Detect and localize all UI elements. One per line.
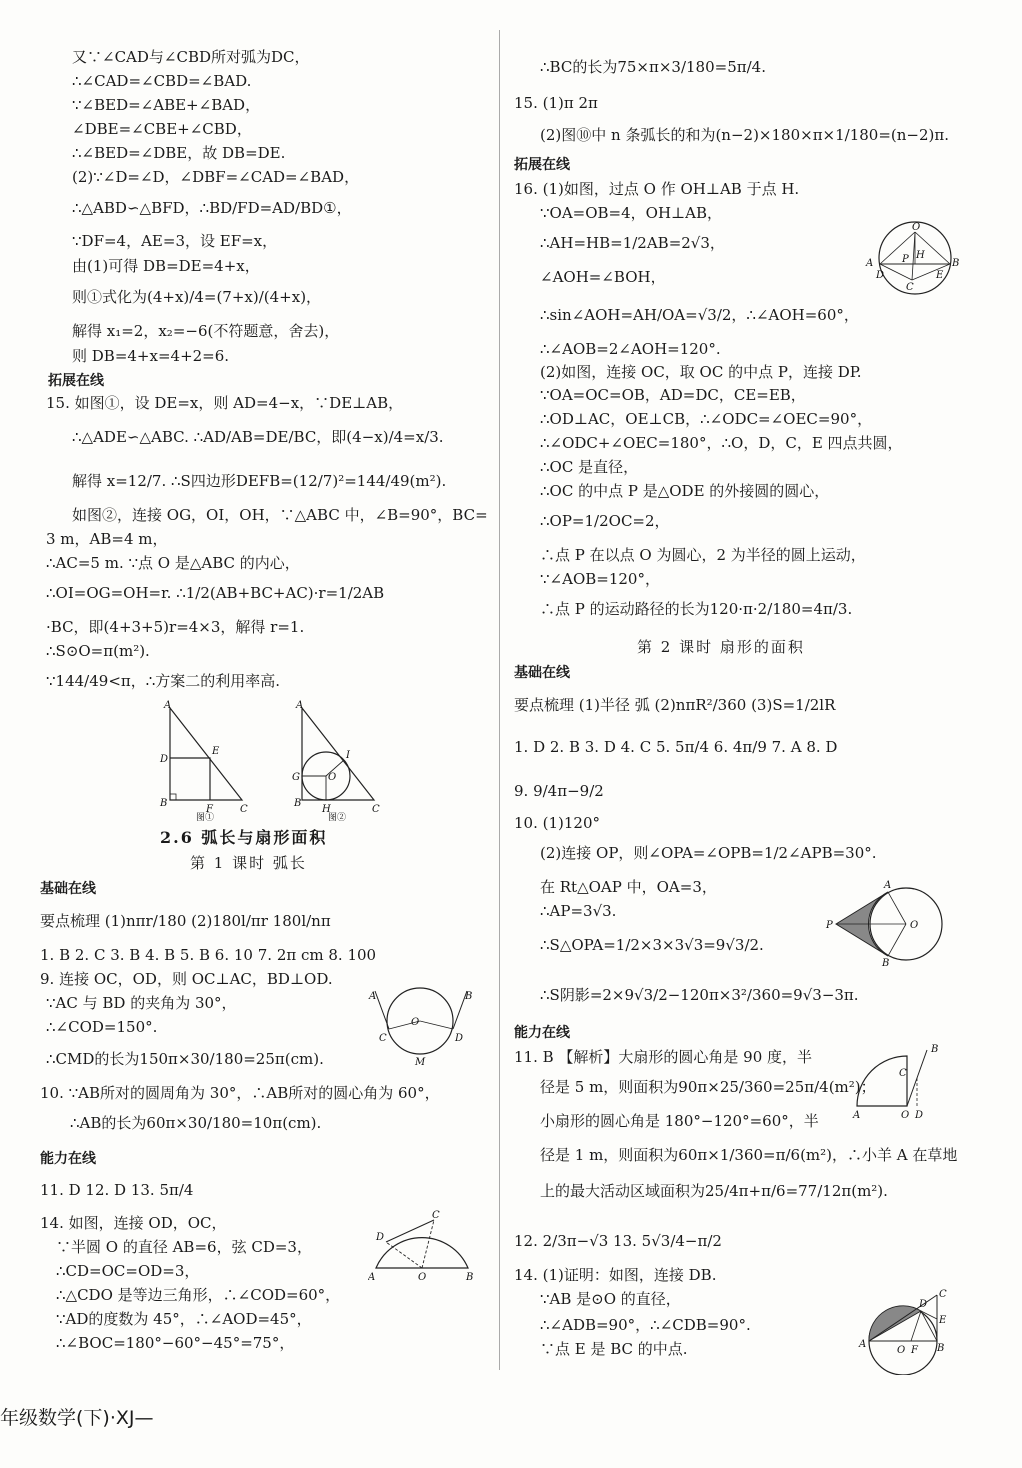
- right-line: (2)如图，连接 OC，取 OC 的中点 P，连接 DP.: [540, 363, 862, 381]
- right-line: ∵OA=OC=OB，AD=DC，CE=EB，: [540, 386, 806, 404]
- fig2-caption: 图②: [328, 813, 347, 822]
- left-line: ∵DF=4，AE=3，设 EF=x，: [72, 232, 278, 250]
- right-line: 9. 9/4π−9/2: [514, 782, 604, 800]
- right-line: ∴OC 的中点 P 是△ODE 的外接圆的圆心，: [540, 482, 830, 500]
- right-line: ∴S△OPA=1/2×3×3√3=9√3/2.: [540, 936, 764, 954]
- left-line: ∵半圆 O 的直径 AB=6，弦 CD=3，: [56, 1238, 312, 1256]
- left-line: ∵AD的度数为 45°，∴∠AOD=45°，: [56, 1310, 312, 1328]
- svg-text:D: D: [919, 1299, 928, 1310]
- right-line: 16. (1)如图，过点 O 作 OH⊥AB 于点 H.: [514, 180, 800, 198]
- svg-text:B: B: [931, 1044, 939, 1055]
- svg-text:D: D: [455, 1033, 464, 1044]
- svg-text:B: B: [882, 958, 890, 968]
- right-line: ∴OC 是直径，: [540, 458, 639, 476]
- svg-text:O: O: [328, 772, 337, 783]
- figure-q14: [368, 1210, 478, 1282]
- left-line: (2)∵∠D=∠D，∠DBF=∠CAD=∠BAD，: [72, 168, 360, 186]
- left-line: 解得 x₁=2，x₂=−6(不符题意，舍去)，: [72, 322, 340, 340]
- left-line: 又∵∠CAD与∠CBD所对弧为DC，: [72, 48, 310, 66]
- left-line: ∴∠COD=150°.: [46, 1018, 158, 1036]
- right-line: ∵点 E 是 BC 的中点.: [540, 1340, 688, 1358]
- svg-text:A: A: [368, 1272, 376, 1282]
- left-line: 解得 x=12/7. ∴S四边形DEFB=(12/7)²=144/49(m²).: [72, 472, 447, 490]
- right-line: 基础在线: [514, 665, 570, 681]
- svg-text:A: A: [853, 1110, 861, 1121]
- left-line: ∴AB的长为60π×30/180=10π(cm).: [70, 1114, 322, 1132]
- left-line: 10. ∵AB所对的圆周角为 30°，∴AB所对的圆心角为 60°，: [40, 1084, 440, 1102]
- right-line: 径是 1 m，则面积为60π×1/360=π/6(m²)，∴小羊 A 在草地: [540, 1146, 958, 1164]
- left-line: ∴CMD的长为150π×30/180=25π(cm).: [46, 1050, 324, 1068]
- left-line: 如图②，连接 OG，OI，OH，∵△ABC 中，∠B=90°，BC=: [72, 506, 488, 524]
- svg-text:B: B: [937, 1343, 945, 1354]
- right-line: (2)图⑩中 n 条弧长的和为(n−2)×180×π×1/180=(n−2)π.: [540, 126, 950, 144]
- fig1-label: C: [240, 804, 248, 815]
- svg-text:O: O: [897, 1345, 906, 1356]
- svg-text:B: B: [952, 258, 960, 269]
- right-line: (2)连接 OP，则∠OPA=∠OPB=1/2∠APB=30°.: [540, 844, 877, 862]
- right-line: ∴sin∠AOH=AH/OA=√3/2，∴∠AOH=60°，: [540, 306, 859, 324]
- right-line: ∴点 P 的运动路径的长为120·π·2/180=4π/3.: [540, 600, 853, 618]
- right-line: ∠AOH=∠BOH，: [540, 268, 666, 286]
- right-line: ∴点 P 在以点 O 为圆心，2 为半径的圆上运动，: [540, 546, 866, 564]
- left-line: ∴AC=5 m. ∵点 O 是△ABC 的内心，: [46, 554, 300, 572]
- right-line: ∵AB 是⊙O 的直径，: [540, 1290, 681, 1308]
- right-line: ∵∠AOB=120°，: [540, 570, 660, 588]
- left-line: 拓展在线: [48, 373, 104, 389]
- right-line: 在 Rt△OAP 中，OA=3，: [540, 878, 717, 896]
- right-line: ∴BC的长为75×π×3/180=5π/4.: [540, 58, 766, 76]
- figure-q11: [845, 1042, 955, 1122]
- svg-text:D: D: [876, 270, 885, 281]
- figure-q16: [860, 218, 970, 298]
- right-line: 10. (1)120°: [514, 814, 601, 832]
- svg-text:F: F: [911, 1345, 918, 1356]
- right-line: 12. 2/3π−√3 13. 5√3/4−π/2: [514, 1232, 722, 1250]
- svg-text:H: H: [322, 804, 331, 815]
- left-line: ∴△ADE∽△ABC. ∴AD/AB=DE/BC，即(4−x)/4=x/3.: [72, 428, 444, 446]
- figure-q14b: [855, 1285, 965, 1375]
- right-line: 14. (1)证明：如图，连接 DB.: [514, 1266, 717, 1284]
- right-line: ∵OA=OB=4，OH⊥AB，: [540, 204, 723, 222]
- svg-text:C: C: [372, 804, 380, 815]
- left-line: 要点梳理 (1)nπr/180 (2)180l/πr 180l/nπ: [40, 912, 331, 930]
- svg-text:O: O: [418, 1272, 427, 1282]
- right-line: 上的最大活动区域面积为25/4π+π/6=77/12π(m²).: [540, 1182, 888, 1200]
- left-line: ∵AC 与 BD 的夹角为 30°，: [46, 994, 237, 1012]
- left-line: 则①式化为(4+x)/4=(7+x)/(4+x)，: [72, 288, 322, 306]
- fig1-label: F: [206, 804, 213, 815]
- right-line: ∴OP=1/2OC=2，: [540, 512, 670, 530]
- right-line: 能力在线: [514, 1025, 570, 1041]
- svg-text:A: A: [859, 1339, 867, 1350]
- left-line: 11. D 12. D 13. 5π/4: [40, 1181, 194, 1199]
- left-line: ∵∠BED=∠ABE+∠BAD，: [72, 96, 261, 114]
- column-divider: [499, 30, 500, 1370]
- svg-text:O: O: [901, 1110, 910, 1121]
- svg-text:O: O: [912, 222, 921, 233]
- svg-text:B: B: [294, 798, 302, 809]
- left-line: 3 m，AB=4 m，: [46, 530, 168, 548]
- right-line: ∴∠ODC+∠OEC=180°，∴O，D，C，E 四点共圆，: [540, 434, 903, 452]
- svg-text:B: B: [466, 1272, 474, 1282]
- right-line: 1. D 2. B 3. D 4. C 5. 5π/4 6. 4π/9 7. A 8. D: [514, 738, 838, 756]
- left-line: ∴∠BOC=180°−60°−45°=75°，: [56, 1334, 295, 1352]
- left-line: ∴△ABD∽△BFD，∴BD/FD=AD/BD①，: [72, 199, 352, 217]
- svg-text:O: O: [910, 920, 919, 931]
- svg-text:A: A: [866, 258, 874, 269]
- left-line: 由(1)可得 DB=DE=4+x，: [72, 257, 260, 275]
- right-line: 径是 5 m，则面积为90π×25/360=25π/4(m²)；: [540, 1078, 876, 1096]
- left-line: 则 DB=4+x=4+2=6.: [72, 347, 230, 365]
- right-line: ∴OD⊥AC，OE⊥CB，∴∠ODC=∠OEC=90°，: [540, 410, 873, 428]
- right-line: 15. (1)π 2π: [514, 94, 598, 112]
- left-line: ∴S⊙O=π(m²).: [46, 642, 150, 660]
- fig1-label: E: [212, 746, 220, 757]
- right-line: ∴∠AOB=2∠AOH=120°.: [540, 340, 721, 358]
- left-line: ∠DBE=∠CBE+∠CBD，: [72, 120, 252, 138]
- svg-text:D: D: [915, 1110, 924, 1121]
- left-line: ∴△CDO 是等边三角形，∴∠COD=60°，: [56, 1286, 341, 1304]
- svg-text:C: C: [939, 1289, 947, 1300]
- svg-text:C: C: [379, 1033, 387, 1044]
- left-line: 14. 如图，连接 OD，OC，: [40, 1214, 227, 1232]
- right-line: 拓展在线: [514, 157, 570, 173]
- right-line: ∴AH=HB=1/2AB=2√3，: [540, 234, 725, 252]
- figure-q9: [365, 985, 475, 1065]
- svg-text:D: D: [376, 1232, 385, 1243]
- svg-text:I: I: [346, 750, 350, 761]
- left-line: ·BC，即(4+3+5)r=4×3，解得 r=1.: [46, 618, 305, 636]
- footer-text: 年级数学(下)·XJ—: [0, 1407, 154, 1429]
- left-line: ∵144/49<π，∴方案二的利用率高.: [46, 672, 281, 690]
- figure-1: [154, 700, 254, 822]
- right-line: ∴AP=3√3.: [540, 902, 617, 920]
- svg-text:A: A: [884, 880, 892, 891]
- fig1-label: D: [160, 754, 169, 765]
- svg-text:H: H: [916, 250, 925, 261]
- left-line: ∴OI=OG=OH=r. ∴1/2(AB+BC+AC)·r=1/2AB: [46, 584, 385, 602]
- svg-text:C: C: [906, 282, 914, 293]
- left-line: 1. B 2. C 3. B 4. B 5. B 6. 10 7. 2π cm 8. 100: [40, 946, 377, 964]
- left-line: 15. 如图①，设 DE=x，则 AD=4−x，∵DE⊥AB，: [46, 394, 404, 412]
- right-line: ∴S阴影=2×9√3/2−120π×3²/360=9√3−3π.: [540, 986, 859, 1004]
- right-line: 小扇形的圆心角是 180°−120°=60°，半: [540, 1112, 819, 1130]
- fig1-caption: 图①: [196, 813, 215, 822]
- svg-text:E: E: [936, 270, 944, 281]
- right-line: 第 2 课时 扇形的面积: [637, 638, 805, 656]
- svg-text:O: O: [411, 1017, 420, 1028]
- left-line: ∴CD=OC=OD=3，: [56, 1262, 200, 1280]
- fig1-label: B: [160, 798, 168, 809]
- svg-text:C: C: [432, 1210, 440, 1221]
- right-line: 11. B 【解析】大扇形的圆心角是 90 度，半: [514, 1048, 813, 1066]
- left-line: ∴∠CAD=∠CBD=∠BAD.: [72, 72, 252, 90]
- svg-text:C: C: [899, 1068, 907, 1079]
- left-line: 2.6 弧长与扇形面积: [160, 828, 328, 847]
- svg-text:G: G: [292, 772, 300, 783]
- svg-text:A: A: [296, 700, 304, 711]
- figure-q10: [822, 878, 947, 968]
- left-line: 能力在线: [40, 1151, 96, 1167]
- svg-text:M: M: [415, 1057, 426, 1065]
- fig1-label: A: [164, 700, 172, 711]
- svg-text:P: P: [826, 920, 833, 931]
- svg-text:E: E: [939, 1315, 947, 1326]
- right-line: 要点梳理 (1)半径 弧 (2)nπR²/360 (3)S=1/2lR: [514, 696, 836, 714]
- left-line: ∴∠BED=∠DBE，故 DB=DE.: [72, 144, 286, 162]
- left-line: 基础在线: [40, 881, 96, 897]
- left-line: 9. 连接 OC，OD，则 OC⊥AC，BD⊥OD.: [40, 970, 333, 988]
- svg-text:P: P: [902, 254, 909, 265]
- svg-text:B: B: [465, 991, 473, 1002]
- figure-2: [288, 700, 388, 822]
- right-line: ∴∠ADB=90°，∴∠CDB=90°.: [540, 1316, 751, 1334]
- svg-text:A: A: [369, 991, 377, 1002]
- left-line: 第 1 课时 弧长: [190, 854, 307, 872]
